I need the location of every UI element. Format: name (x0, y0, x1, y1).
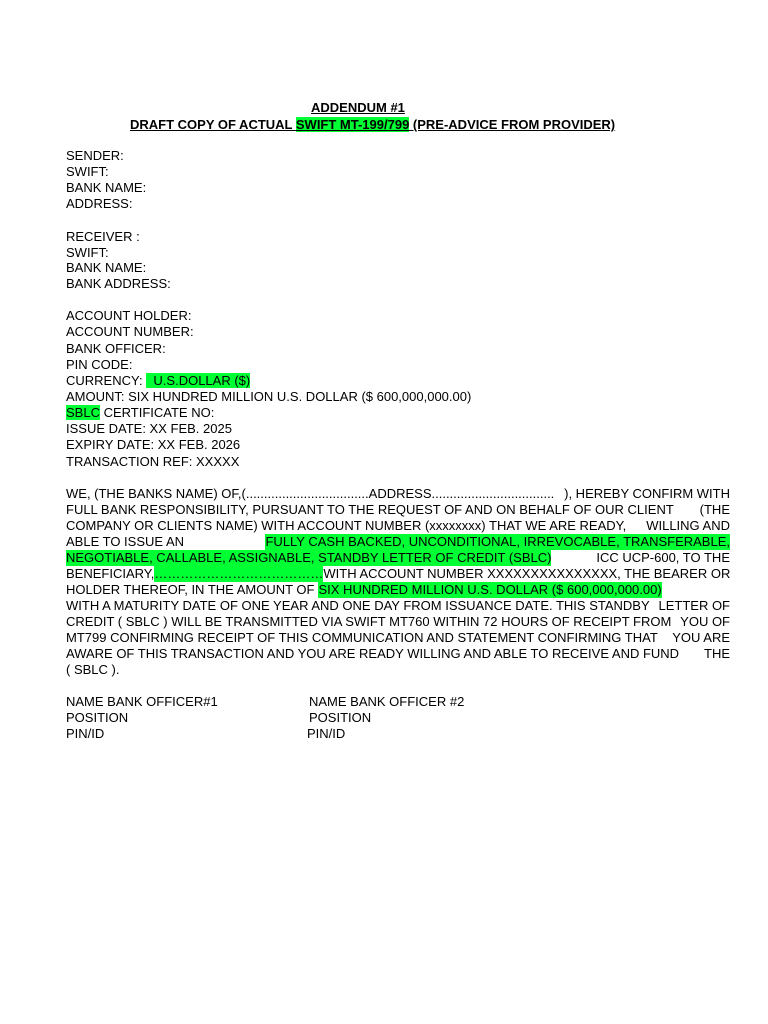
paragraph-line (66, 534, 730, 550)
subtitle-prefix: DRAFT COPY OF ACTUAL (130, 117, 296, 132)
sblc-terms-highlight: FULLY CASH BACKED, UNCONDITIONAL, IRREVOCABLE, TRANSFERABLE, (265, 534, 730, 549)
amount-line: AMOUNT: SIX HUNDRED MILLION U.S. DOLLAR ($ 600,000,000.00) (66, 389, 472, 404)
paragraph-text: YOU OF (680, 614, 730, 629)
paragraph-text: WILLING AND (646, 518, 730, 533)
receiver-bank-address-label: BANK ADDRESS: (66, 276, 171, 291)
receiver-label: RECEIVER : (66, 229, 140, 244)
paragraph-line (66, 582, 730, 598)
sender-label: SENDER: (66, 148, 124, 163)
paragraph-text: AWARE OF THIS TRANSACTION AND YOU ARE READY WILLING AND ABLE TO RECEIVE AND FUND (66, 646, 680, 661)
paragraph-line (66, 630, 730, 646)
document-subtitle (130, 117, 615, 133)
paragraph-line (66, 662, 730, 678)
paragraph-text: CREDIT ( SBLC ) WILL BE TRANSMITTED VIA SWIFT MT760 WITHIN 72 HOURS OF RECEIPT FROM (66, 614, 672, 629)
account-number-label: ACCOUNT NUMBER: (66, 324, 194, 339)
paragraph-text: WE, (THE BANKS NAME) OF,(..................................ADDRESS.................................. (66, 486, 555, 501)
sblc-certificate-label: CERTIFICATE NO: (99, 405, 215, 420)
paragraph-line (66, 566, 730, 582)
paragraph-text: COMPANY OR CLIENTS NAME) WITH ACCOUNT NUMBER (xxxxxxxx) THAT WE ARE READY, (66, 518, 627, 533)
sblc-terms-highlight: NEGOTIABLE, CALLABLE, ASSIGNABLE, STANDBY LETTER OF CREDIT (SBLC) (66, 550, 552, 565)
paragraph-line (66, 486, 730, 502)
paragraph-text: ( SBLC ). (66, 662, 120, 677)
subtitle-suffix: (PRE-ADVICE FROM PROVIDER) (409, 117, 616, 132)
transaction-ref-line: TRANSACTION REF: XXXXX (66, 454, 240, 469)
sblc-highlight: SBLC (66, 405, 100, 420)
paragraph-line (66, 598, 730, 614)
paragraph-text: ), HEREBY CONFIRM WITH (564, 486, 730, 501)
officer2-position-label: POSITION (309, 710, 372, 725)
subtitle-swift-highlight: SWIFT MT-199/799 (295, 117, 410, 132)
paragraph-text: BENEFICIARY, (66, 566, 155, 581)
paragraph-text: THE (704, 646, 730, 661)
bank-officer-label: BANK OFFICER: (66, 341, 166, 356)
sender-swift-label: SWIFT: (66, 164, 109, 179)
receiver-swift-label: SWIFT: (66, 245, 109, 260)
currency-line (66, 373, 250, 389)
paragraph-text: MT799 CONFIRMING RECEIPT OF THIS COMMUNICATION AND STATEMENT CONFIRMING THAT (66, 630, 658, 645)
issue-date-line: ISSUE DATE: XX FEB. 2025 (66, 421, 232, 436)
confirmation-paragraph (66, 486, 730, 678)
paragraph-text: FULL BANK RESPONSIBILITY, PURSUANT TO THE REQUEST OF AND ON BEHALF OF OUR CLIENT (66, 502, 674, 517)
officer1-pin-label: PIN/ID (66, 726, 105, 741)
paragraph-line (66, 518, 730, 534)
amount-highlight: SIX HUNDRED MILLION U.S. DOLLAR ($ 600,000,000.00) (318, 582, 662, 597)
currency-label: CURRENCY: (66, 373, 147, 388)
paragraph-text: LETTER OF (658, 598, 730, 613)
paragraph-text: HOLDER THEREOF, IN THE AMOUNT OF (66, 582, 315, 597)
paragraph-text: ABLE TO ISSUE AN (66, 534, 185, 549)
paragraph-text: ICC UCP-600, TO THE (596, 550, 730, 565)
sender-address-label: ADDRESS: (66, 196, 133, 211)
sender-bank-name-label: BANK NAME: (66, 180, 147, 195)
officer2-name-label: NAME BANK OFFICER #2 (309, 694, 465, 709)
expiry-date-line: EXPIRY DATE: XX FEB. 2026 (66, 437, 241, 452)
sblc-certificate-line (66, 405, 214, 421)
paragraph-text: (THE (699, 502, 730, 517)
beneficiary-highlight: ………………………………… (154, 566, 324, 581)
account-holder-label: ACCOUNT HOLDER: (66, 308, 192, 323)
document-title: ADDENDUM #1 (311, 100, 405, 115)
paragraph-text: WITH ACCOUNT NUMBER XXXXXXXXXXXXXXX, THE BEARER OR (323, 566, 731, 581)
paragraph-line (66, 646, 730, 662)
paragraph-line (66, 550, 730, 566)
pin-code-label: PIN CODE: (66, 357, 133, 372)
currency-value-highlight: U.S.DOLLAR ($) (146, 373, 251, 388)
officer2-pin-label: PIN/ID (307, 726, 346, 741)
paragraph-line (66, 502, 730, 518)
officer1-position-label: POSITION (66, 710, 129, 725)
officer1-name-label: NAME BANK OFFICER#1 (66, 694, 218, 709)
paragraph-text: WITH A MATURITY DATE OF ONE YEAR AND ONE DAY FROM ISSUANCE DATE. THIS STANDBY (66, 598, 650, 613)
receiver-bank-name-label: BANK NAME: (66, 260, 147, 275)
paragraph-text: YOU ARE (672, 630, 730, 645)
paragraph-line (66, 614, 730, 630)
